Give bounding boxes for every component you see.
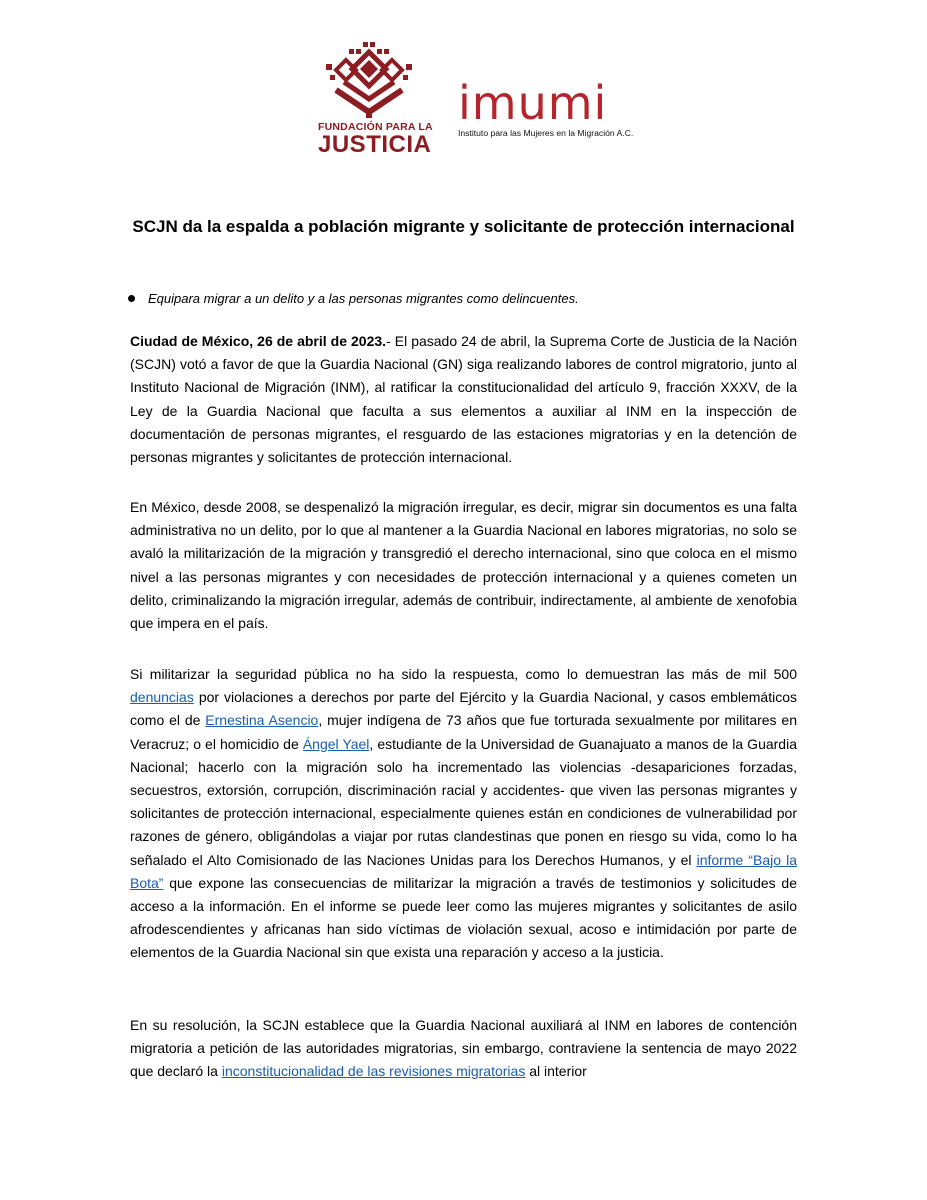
- paragraph-4-text-1: En su resolución, la SCJN establece que la Guardia Nacional auxiliará al INM en labores de contención migratoria a petición de las autoridades migratorias, sin embargo, contraviene la sentencia de mayo 2022 que declaró la: [130, 1017, 797, 1080]
- page-title: SCJN da la espalda a población migrante y solicitante de protección internacional: [132, 217, 795, 236]
- paragraph-3-text-5: que expone las consecuencias de militarizar la migración a través de testimonios y solicitudes de acceso a la información. En el informe se puede leer como las mujeres migrantes y solicitantes de asilo afrodescendientes y africanas han sido víctimas de violación sexual, acoso e intimidación por parte de elementos de la Guardia Nacional sin que exista una reparación y acceso a la justicia.: [130, 874, 797, 961]
- link-inconstitucionalidad[interactable]: inconstitucionalidad de las revisiones migratorias: [221, 1063, 526, 1080]
- link-denuncias[interactable]: denuncias: [130, 689, 194, 706]
- summary-bullet: [128, 291, 579, 306]
- paragraph-3-text-4: , estudiante de la Universidad de Guanajuato a manos de la Guardia Nacional; hacerlo con la migración solo ha incrementado las violencias -desapariciones forzadas, secuestros, extorsión, corrupción, discriminación racial y accidentes- que viven las personas migrantes y solicitantes de protección internacional, especialmente quienes están en condiciones de vulnerabilidad por razones de género, obligándolas a viajar por rutas clandestinas que ponen en riesgo su vida, como lo ha señalado el Alto Comisionado de las Naciones Unidas para los Derechos Humanos, y el: [130, 735, 797, 868]
- bullet-dot-icon: [128, 295, 135, 302]
- paragraph-3-text-1: Si militarizar la seguridad pública no ha sido la respuesta, como lo demuestran las más de mil 500: [130, 666, 797, 682]
- fundacion-para-la-justicia-logo: [318, 42, 433, 160]
- fpj-logo-line1: FUNDACIÓN PARA LA: [318, 121, 433, 133]
- imumi-subtitle: Instituto para las Mujeres en la Migración A.C.: [458, 128, 634, 138]
- fpj-emblem-icon: [326, 42, 412, 118]
- paragraph-1: [130, 330, 797, 469]
- paragraph-3-text-3: , mujer indígena de 73 años que fue torturada sexualmente por militares en Veracruz; o el homicidio de: [130, 712, 797, 752]
- paragraph-2: En México, desde 2008, se despenalizó la migración irregular, es decir, migrar sin documentos es una falta administrativa no un delito, por lo que al mantener a la Guardia Nacional en labores migratorias, no solo se avaló la militarización de la migración y transgredió el derecho internacional, sino que coloca en el mismo nivel a las personas migrantes y con necesidades de protección internacional y a quienes cometen un delito, criminalizando la migración irregular, además de contribuir, indirectamente, al ambiente de xenofobia que impera en el país.: [130, 499, 797, 632]
- fpj-logo-line2: JUSTICIA: [318, 131, 432, 158]
- link-ernestina-asencio[interactable]: Ernestina Asencio: [205, 712, 319, 729]
- bullet-text: Equipara migrar a un delito y a las personas migrantes como delincuentes.: [148, 291, 579, 306]
- paragraph-4-text-2: al interior: [525, 1063, 587, 1080]
- imumi-wordmark: imumi: [458, 76, 608, 130]
- paragraph-3: [130, 663, 797, 965]
- imumi-logo: [458, 76, 638, 142]
- dateline: Ciudad de México, 26 de abril de 2023.: [130, 333, 387, 349]
- link-informe-bajo-la-bota[interactable]: informe “Bajo la Bota”: [130, 851, 797, 891]
- paragraph-4: [130, 1014, 797, 1084]
- paragraph-1-text: - El pasado 24 de abril, la Suprema Corte de Justicia de la Nación (SCJN) votó a favor de que la Guardia Nacional (GN) siga realizando labores de control migratorio, junto al Instituto Nacional de Migración (INM), al ratificar la constitucionalidad del artículo 9, fracción XXXV, de la Ley de la Guardia Nacional que faculta a sus elementos a auxiliar al INM en la inspección de documentación de personas migrantes, el resguardo de las estaciones migratorias y en la detención de personas migrantes y solicitantes de protección internacional.: [130, 333, 797, 466]
- paragraph-3-text-2: por violaciones a derechos por parte del Ejército y la Guardia Nacional, y casos emblemáticos como el de: [130, 689, 797, 729]
- link-angel-yael[interactable]: Ángel Yael: [302, 735, 370, 752]
